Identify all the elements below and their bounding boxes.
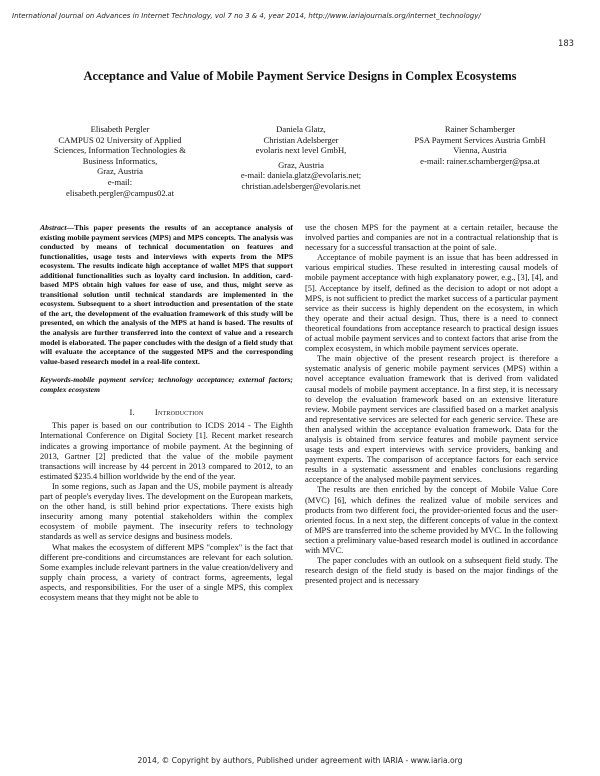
body-paragraph: Acceptance of mobile payment is an issue that has been addressed in various empirical studies. These resulted in interesting causal models of mobile payment acceptance with high explanatory power, e.g., [3], [4], and [5]. Acceptance by itself, defined as the decision to adopt or not adopt a MPS, is not sufficient to predict the market success of a particular payment service as their success is highly dependent on the ecosystem, in which they operate and their actual design. Thus, there is a need to connect theoretical foundations from acceptance research to practical design issues of actual mobile payment services and to context factors that arise from the complex ecosystem, in which mobile payment services operate. <box>305 253 558 354</box>
copyright-footer: 2014, © Copyright by authors, Published under agreement with IARIA - www.iaria.org <box>137 756 463 765</box>
body-paragraph: This paper is based on our contribution to ICDS 2014 - The Eighth International Conference on Digital Society [1]. Recent market research indicates a growing importance of mobile payment. At the beginning of 2013, Gartner [2] predicted that the value of the mobile payment transactions will increase by 44 percent in 2013 compared to 2012, to an estimated $235.4 billion worldwide by the end of the year. <box>40 421 293 481</box>
author-email: elisabeth.pergler@campus02.at <box>66 187 174 198</box>
author-affiliation-line: PSA Payment Services Austria GmbH <box>414 134 546 145</box>
body-paragraph: use the chosen MPS for the payment at a certain retailer, because the involved parties and companies are not in a contractual relationship that is necessary for a successful transaction at the point of sale. <box>305 223 558 253</box>
body-paragraph: What makes the ecosystem of different MPS "complex" is the fact that different pre-conditions and circumstances are relevant for each solution. Some examples include relevant partners in the value creation/delivery and supply chain process, a variety of contract forms, agreements, legal aspects, and responsibilities. For the user of a single MPS, this complex ecosystem means that they might not be able to <box>40 542 293 602</box>
keywords: Keywords-mobile payment service; technology acceptance; external factors; complex ecosystem <box>40 375 293 394</box>
author-block-1 <box>38 124 202 198</box>
left-column <box>40 223 293 603</box>
author-name: Daniela Glatz, <box>276 124 326 134</box>
author-affiliation-line: Business Informatics, <box>82 155 158 166</box>
author-email: christian.adelsberger@evolaris.net <box>241 180 361 191</box>
author-email-label: e-mail: <box>107 176 133 187</box>
abstract-label: Abstract <box>40 223 67 232</box>
abstract <box>40 223 293 366</box>
running-header: International Journal on Advances in Internet Technology, vol 7 no 3 & 4, year 2014, http://www.iariajournals.org/internet_technology/ <box>12 12 481 20</box>
author-name: Elisabeth Pergler <box>90 124 150 134</box>
page-number: 183 <box>558 38 574 48</box>
author-block-3 <box>388 124 572 166</box>
author-name: Rainer Schamberger <box>444 124 516 134</box>
section-title: Introduction <box>154 407 204 418</box>
author-block-2 <box>216 124 386 192</box>
section-number: I. <box>129 407 135 418</box>
author-name: Christian Adelsberger <box>263 134 339 145</box>
abstract-text: —This paper presents the results of an acceptance analysis of existing mobile payment services (MPS) and MPS concepts. The analysis was conducted by means of technical documentation on features and functionalities, usage tests and interviews with experts from the MPS ecosystem. The results indicate high acceptance of wallet MPS that support additional functionalities such as loyalty card inclusion. In addition, card-based MPS obtain high values for ease of use, and thus, might serve as transitional solution until technical standards are implemented in the ecosystem. Subsequent to a short introduction and presentation of the state of the art, the development of the evaluation framework of this study will be presented, on which the analysis of the MPS at hand is based. The results of the analysis are further transferred into the context of value and a research model is elaborated. The paper concludes with the design of a field study that will evaluate the acceptance of the suggested MPS and the corresponding value-based research model in a real-life context. <box>40 223 293 366</box>
author-email: e-mail: daniela.glatz@evolaris.net; <box>240 170 362 181</box>
body-paragraph: The main objective of the present research project is therefore a systematic analysis of generic mobile payment services (MPS) within a novel acceptance evaluation framework that is derived from validated causal models of mobile payment acceptance. In a first step, it is necessary to develop the evaluation framework based on an extensive literature review. Mobile payment services are classified based on a market analysis and representative services are selected for each generic service. These are then analysed within the acceptance evaluation framework. Data for the analysis is obtained from service features and mobile payment service usage tests and expert interviews with service providers, banking and payment experts. The comparison of acceptance factors for each service results in a systematic assessment and enables conclusions regarding acceptance of the analysed mobile payment services. <box>305 354 558 485</box>
author-affiliation-line: CAMPUS 02 University of Applied <box>58 134 182 145</box>
paper-title: Acceptance and Value of Mobile Payment Service Designs in Complex Ecosystems <box>83 69 517 83</box>
author-location: Graz, Austria <box>97 166 143 177</box>
author-affiliation-line: Sciences, Information Technologies & <box>54 145 186 156</box>
body-paragraph: The paper concludes with an outlook on a subsequent field study. The research design of the field study is based on the major findings of the presented project and is necessary <box>305 556 558 586</box>
body-paragraph: In some regions, such as Japan and the US, mobile payment is already part of people's everyday lives. The development on the European markets, on the other hand, is still behind prior expectations. There exists high insecurity among many potential stakeholders within the complex ecosystem of mobile payment. The insecurity refers to technology standards as well as service designs and business models. <box>40 481 293 542</box>
right-column <box>305 223 558 586</box>
section-heading-introduction <box>40 407 293 417</box>
body-paragraph: The results are then enriched by the concept of Mobile Value Core (MVC) [6], which defines the realized value of mobile services and products from two different foci, the provider-oriented focus and the user-oriented focus. In a next step, the different concepts of value in the context of MPS are transferred into the scheme provided by MVC. In the following section a preliminary value-based research model is outlined in accordance with MVC. <box>305 485 558 555</box>
author-location: Graz, Austria <box>278 159 324 170</box>
author-location: Vienna, Austria <box>453 145 507 156</box>
author-email: e-mail: rainer.schamberger@psa.at <box>420 155 540 166</box>
author-affiliation-line: evolaris next level GmbH, <box>255 145 347 156</box>
